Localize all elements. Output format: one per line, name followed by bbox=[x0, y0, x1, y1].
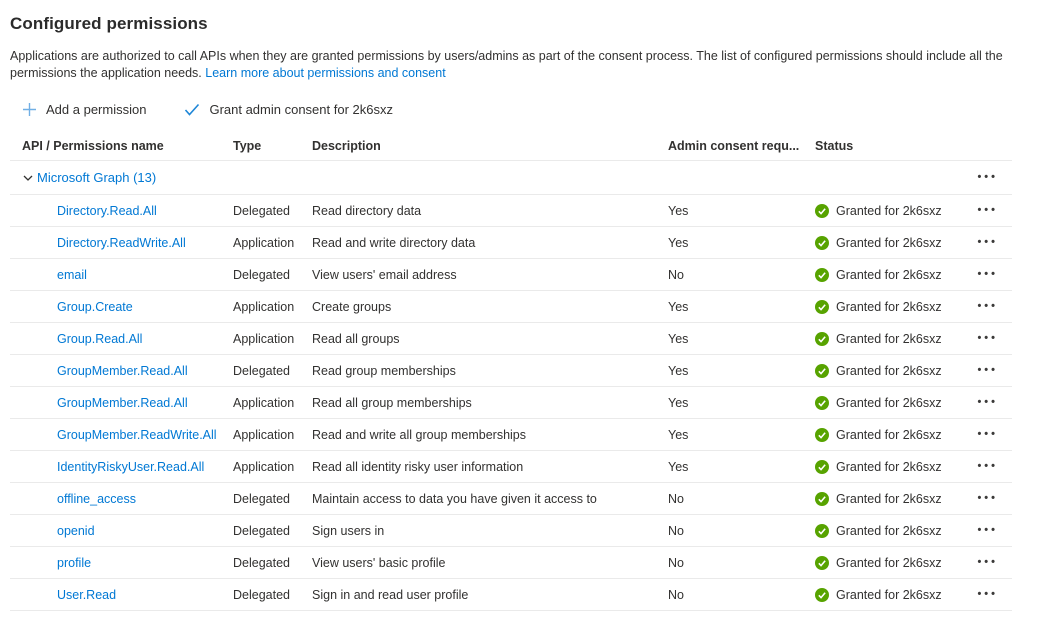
api-group-toggle[interactable] bbox=[22, 170, 156, 185]
permission-status bbox=[815, 588, 965, 602]
permission-description: Read all group memberships bbox=[312, 395, 472, 410]
row-menu-button[interactable] bbox=[977, 301, 998, 312]
row-menu-icon: ••• bbox=[977, 333, 998, 344]
chevron-down-icon bbox=[22, 172, 34, 184]
permission-status bbox=[815, 524, 965, 538]
granted-check-icon bbox=[815, 492, 829, 506]
permission-row bbox=[10, 323, 1012, 355]
permission-row bbox=[10, 387, 1012, 419]
page-description bbox=[10, 48, 1020, 81]
permission-name-link[interactable]: GroupMember.Read.All bbox=[57, 395, 188, 410]
configured-permissions-section bbox=[10, 14, 1037, 611]
row-menu-icon: ••• bbox=[977, 397, 998, 408]
status-text: Granted for 2k6sxz bbox=[836, 427, 942, 442]
status-text: Granted for 2k6sxz bbox=[836, 363, 942, 378]
admin-consent-required: Yes bbox=[668, 395, 689, 410]
permission-name-link[interactable]: email bbox=[57, 267, 87, 282]
permission-status bbox=[815, 492, 965, 506]
plus-icon bbox=[22, 102, 37, 117]
permission-name-link[interactable]: Group.Create bbox=[57, 299, 133, 314]
row-menu-button[interactable] bbox=[977, 333, 998, 344]
permission-type: Application bbox=[233, 395, 295, 410]
granted-check-icon bbox=[815, 428, 829, 442]
permission-type: Application bbox=[233, 459, 295, 474]
permission-row bbox=[10, 547, 1012, 579]
status-text: Granted for 2k6sxz bbox=[836, 491, 942, 506]
status-text: Granted for 2k6sxz bbox=[836, 555, 942, 570]
permission-description: Read all groups bbox=[312, 331, 400, 346]
status-text: Granted for 2k6sxz bbox=[836, 523, 942, 538]
add-permission-label: Add a permission bbox=[46, 102, 147, 117]
header-type[interactable]: Type bbox=[233, 139, 262, 153]
permission-type: Delegated bbox=[233, 491, 290, 506]
row-menu-button[interactable] bbox=[977, 237, 998, 248]
granted-check-icon bbox=[815, 396, 829, 410]
granted-check-icon bbox=[815, 364, 829, 378]
permission-type: Delegated bbox=[233, 203, 290, 218]
row-menu-button[interactable] bbox=[977, 429, 998, 440]
row-menu-icon: ••• bbox=[977, 557, 998, 568]
permission-type: Application bbox=[233, 299, 295, 314]
permission-name-link[interactable]: User.Read bbox=[57, 587, 117, 602]
page-title: Configured permissions bbox=[10, 14, 208, 33]
admin-consent-required: Yes bbox=[668, 299, 689, 314]
permission-name-link[interactable]: GroupMember.ReadWrite.All bbox=[57, 427, 217, 442]
admin-consent-required: Yes bbox=[668, 427, 689, 442]
row-menu-icon: ••• bbox=[977, 589, 998, 600]
permission-row bbox=[10, 451, 1012, 483]
grant-admin-consent-button[interactable] bbox=[184, 102, 393, 117]
row-menu-icon: ••• bbox=[977, 429, 998, 440]
row-menu-button[interactable] bbox=[977, 365, 998, 376]
granted-check-icon bbox=[815, 300, 829, 314]
permission-description: Read all identity risky user information bbox=[312, 459, 524, 474]
admin-consent-required: Yes bbox=[668, 331, 689, 346]
permission-status bbox=[815, 364, 965, 378]
permission-name-link[interactable]: Directory.Read.All bbox=[57, 203, 157, 218]
permission-status bbox=[815, 556, 965, 570]
table-header-row bbox=[10, 132, 1012, 161]
add-permission-button[interactable] bbox=[22, 102, 146, 117]
toolbar bbox=[22, 102, 1037, 117]
permission-row bbox=[10, 419, 1012, 451]
permission-row bbox=[10, 259, 1012, 291]
permission-description: Read and write all group memberships bbox=[312, 427, 526, 442]
granted-check-icon bbox=[815, 236, 829, 250]
permission-description: Sign users in bbox=[312, 523, 385, 538]
row-menu-button[interactable] bbox=[977, 205, 998, 216]
permission-name-link[interactable]: Group.Read.All bbox=[57, 331, 143, 346]
header-api-permissions-name[interactable]: API / Permissions name bbox=[22, 139, 164, 153]
permission-description: Read group memberships bbox=[312, 363, 456, 378]
permission-rows bbox=[10, 195, 1012, 611]
permission-status bbox=[815, 236, 965, 250]
permission-type: Application bbox=[233, 427, 295, 442]
row-menu-icon: ••• bbox=[977, 269, 998, 280]
admin-consent-required: No bbox=[668, 555, 684, 570]
row-menu-icon: ••• bbox=[977, 365, 998, 376]
permission-row bbox=[10, 483, 1012, 515]
permission-row bbox=[10, 579, 1012, 611]
admin-consent-required: No bbox=[668, 587, 684, 602]
permission-description: View users' email address bbox=[312, 267, 457, 282]
row-menu-button[interactable] bbox=[977, 172, 998, 183]
granted-check-icon bbox=[815, 268, 829, 282]
permission-type: Delegated bbox=[233, 523, 290, 538]
status-text: Granted for 2k6sxz bbox=[836, 331, 942, 346]
permission-status bbox=[815, 428, 965, 442]
admin-consent-required: No bbox=[668, 491, 684, 506]
permission-type: Delegated bbox=[233, 267, 290, 282]
permission-row bbox=[10, 291, 1012, 323]
admin-consent-required: Yes bbox=[668, 459, 689, 474]
granted-check-icon bbox=[815, 332, 829, 346]
check-icon bbox=[184, 103, 200, 116]
row-menu-icon: ••• bbox=[977, 172, 998, 183]
permission-status bbox=[815, 300, 965, 314]
api-group-label: Microsoft Graph (13) bbox=[37, 170, 157, 185]
permission-status bbox=[815, 332, 965, 346]
learn-more-link[interactable]: Learn more about permissions and consent bbox=[205, 65, 446, 80]
permission-type: Application bbox=[233, 235, 295, 250]
permission-row bbox=[10, 227, 1012, 259]
permission-name-link[interactable]: offline_access bbox=[57, 491, 136, 506]
permission-type: Delegated bbox=[233, 587, 290, 602]
status-text: Granted for 2k6sxz bbox=[836, 299, 942, 314]
permission-type: Delegated bbox=[233, 555, 290, 570]
row-menu-button[interactable] bbox=[977, 269, 998, 280]
granted-check-icon bbox=[815, 204, 829, 218]
permission-row bbox=[10, 515, 1012, 547]
description-text: Applications are authorized to call APIs when they are granted permissions by users/admins as part of the consent process. The list of configured permissions should include all the permissions the application needs. bbox=[10, 49, 1003, 80]
header-admin-consent[interactable]: Admin consent requ... bbox=[668, 139, 800, 153]
admin-consent-required: Yes bbox=[668, 235, 689, 250]
admin-consent-required: No bbox=[668, 267, 684, 282]
permission-name-link[interactable]: GroupMember.Read.All bbox=[57, 363, 188, 378]
permission-status bbox=[815, 204, 965, 218]
row-menu-button[interactable] bbox=[977, 493, 998, 504]
permission-description: Read and write directory data bbox=[312, 235, 476, 250]
permission-type: Application bbox=[233, 331, 295, 346]
row-menu-icon: ••• bbox=[977, 461, 998, 472]
admin-consent-required: Yes bbox=[668, 363, 689, 378]
permission-row bbox=[10, 195, 1012, 227]
permission-type: Delegated bbox=[233, 363, 290, 378]
permission-description: Sign in and read user profile bbox=[312, 587, 469, 602]
permissions-table bbox=[10, 132, 1012, 611]
permission-description: View users' basic profile bbox=[312, 555, 446, 570]
api-group-row bbox=[10, 161, 1012, 195]
status-text: Granted for 2k6sxz bbox=[836, 459, 942, 474]
header-description[interactable]: Description bbox=[312, 139, 381, 153]
permission-status bbox=[815, 460, 965, 474]
permission-description: Maintain access to data you have given it access to bbox=[312, 491, 597, 506]
row-menu-button[interactable] bbox=[977, 397, 998, 408]
status-text: Granted for 2k6sxz bbox=[836, 203, 942, 218]
permission-status bbox=[815, 268, 965, 282]
admin-consent-required: No bbox=[668, 523, 684, 538]
permission-description: Read directory data bbox=[312, 203, 422, 218]
row-menu-button[interactable] bbox=[977, 589, 998, 600]
status-text: Granted for 2k6sxz bbox=[836, 587, 942, 602]
permission-status bbox=[815, 396, 965, 410]
row-menu-button[interactable] bbox=[977, 461, 998, 472]
granted-check-icon bbox=[815, 556, 829, 570]
row-menu-button[interactable] bbox=[977, 525, 998, 536]
status-text: Granted for 2k6sxz bbox=[836, 267, 942, 282]
permission-description: Create groups bbox=[312, 299, 392, 314]
granted-check-icon bbox=[815, 460, 829, 474]
permission-name-link[interactable]: Directory.ReadWrite.All bbox=[57, 235, 186, 250]
header-status[interactable]: Status bbox=[815, 139, 854, 153]
row-menu-icon: ••• bbox=[977, 237, 998, 248]
permission-row bbox=[10, 355, 1012, 387]
row-menu-icon: ••• bbox=[977, 525, 998, 536]
permission-name-link[interactable]: IdentityRiskyUser.Read.All bbox=[57, 459, 205, 474]
row-menu-button[interactable] bbox=[977, 557, 998, 568]
granted-check-icon bbox=[815, 588, 829, 602]
status-text: Granted for 2k6sxz bbox=[836, 235, 942, 250]
row-menu-icon: ••• bbox=[977, 301, 998, 312]
row-menu-icon: ••• bbox=[977, 205, 998, 216]
granted-check-icon bbox=[815, 524, 829, 538]
status-text: Granted for 2k6sxz bbox=[836, 395, 942, 410]
grant-admin-consent-label: Grant admin consent for 2k6sxz bbox=[209, 102, 393, 117]
permission-name-link[interactable]: profile bbox=[57, 555, 92, 570]
permission-name-link[interactable]: openid bbox=[57, 523, 95, 538]
row-menu-icon: ••• bbox=[977, 493, 998, 504]
admin-consent-required: Yes bbox=[668, 203, 689, 218]
